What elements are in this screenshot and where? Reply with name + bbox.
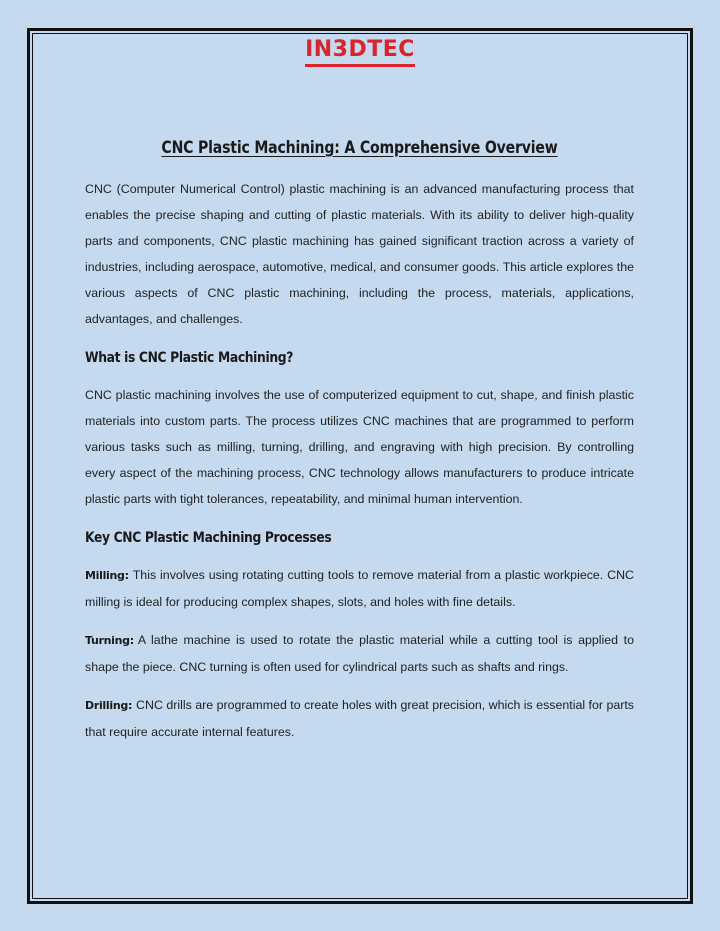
section-heading-what-is: What is CNC Plastic Machining? <box>85 350 294 366</box>
process-term: Milling: <box>85 569 129 582</box>
process-description: A lathe machine is used to rotate the plastic material while a cutting tool is applied to shape the piece. CNC turning is often used for cylindrical parts such as shafts and rings. <box>85 633 634 674</box>
what-is-paragraph: CNC plastic machining involves the use of computerized equipment to cut, shape, and finish plastic materials into custom parts. The process utilizes CNC machines that are programmed to perform various tasks such as milling, turning, drilling, and engraving with high precision. By controlling every aspect of the machining process, CNC technology allows manufacturers to produce intricate plastic parts with tight tolerances, repeatability, and minimal human intervention. <box>85 388 634 506</box>
article-title: CNC Plastic Machining: A Comprehensive Overview <box>161 138 558 158</box>
process-term: Turning: <box>85 634 134 647</box>
intro-paragraph: CNC (Computer Numerical Control) plastic machining is an advanced manufacturing process that enables the precise shaping and cutting of plastic materials. With its ability to deliver high-quality parts and components, CNC plastic machining has gained significant traction across a variety of industries, including aerospace, automotive, medical, and consumer goods. This article explores the various aspects of CNC plastic machining, including the process, materials, applications, advantages, and challenges. <box>85 182 634 326</box>
process-item-turning <box>85 627 634 680</box>
article-content <box>85 138 634 757</box>
process-description: CNC drills are programmed to create holes with great precision, which is essential for parts that require accurate internal features. <box>85 698 634 739</box>
logo-text: IN3DTEC <box>305 38 415 67</box>
process-item-drilling <box>85 692 634 745</box>
brand-logo <box>0 38 720 67</box>
section-heading-processes: Key CNC Plastic Machining Processes <box>85 530 332 546</box>
process-description: This involves using rotating cutting tools to remove material from a plastic workpiece. CNC milling is ideal for producing complex shapes, slots, and holes with fine details. <box>85 568 634 609</box>
process-term: Drilling: <box>85 699 133 712</box>
process-item-milling <box>85 562 634 615</box>
